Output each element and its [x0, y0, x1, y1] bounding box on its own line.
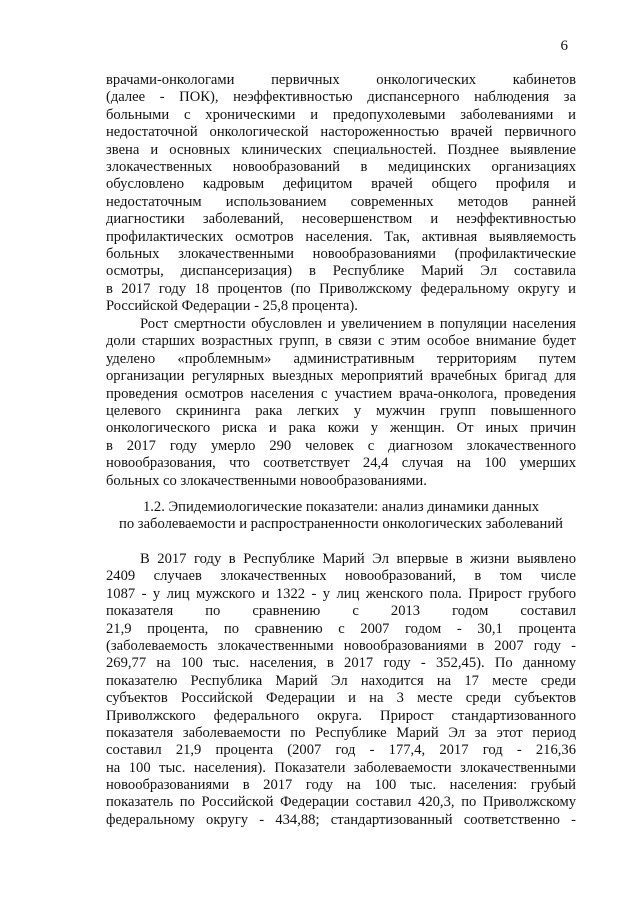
text-line: субъектов Российской Федерации и на 3 месте среди субъектов — [106, 690, 576, 707]
text-line: профилактических осмотров населения. Так, активная выявляемость — [106, 228, 576, 245]
text-line: злокачественных новообразований в медицинских организациях — [106, 158, 576, 175]
text-line: показателя заболеваемости по Республике Марий Эл за этот период — [106, 724, 576, 741]
text-line: диагностики заболеваний, несовершенством и неэффективностью — [106, 211, 576, 228]
heading-line: 1.2. Эпидемиологические показатели: анализ динамики данных — [142, 499, 539, 515]
text-line: осмотры, диспансеризация) в Республике Марий Эл составила — [106, 263, 576, 280]
text-line: 269,77 на 100 тыс. населения, в 2017 году - 352,45). По данному — [106, 655, 576, 672]
text-line: Российской Федерации - 25,8 процента). — [106, 298, 358, 315]
text-line: в 2017 году 18 процентов (по Приволжскому федеральному округу и — [106, 280, 576, 297]
text-line: обусловлено кадровым дефицитом врачей общего профиля и — [106, 176, 576, 193]
text-line: (заболеваемость злокачественными новообразованиями в 2007 году - — [106, 637, 576, 654]
text-line: больных со злокачественными новообразованиями. — [106, 472, 427, 489]
heading-line: по заболеваемости и распространенности онкологических заболеваний — [119, 516, 563, 533]
text-line: 21,9 процента, по сравнению с 2007 годом - 30,1 процента — [106, 620, 576, 637]
text-line: целевого скрининга рака легких у мужчин групп повышенного — [106, 402, 576, 419]
text-line: недостаточной онкологической настороженностью врачей первичного — [106, 124, 576, 141]
paragraph-3 — [106, 551, 576, 829]
text-line: В 2017 году в Республике Марий Эл впервые в жизни выявлено — [140, 551, 576, 567]
paragraph-1 — [106, 72, 576, 315]
text-line: проведения осмотров населения с участием врача-онколога, проведения — [106, 385, 576, 402]
text-line: в 2017 году умерло 290 человек с диагнозом злокачественного — [106, 437, 576, 454]
text-line: 2409 случаев злокачественных новообразований, в том числе — [106, 568, 576, 585]
text-line: Приволжского федерального округа. Прирост стандартизованного — [106, 707, 576, 724]
text-line: уделено «проблемным» административным территориям путем — [106, 350, 576, 367]
text-line: недостаточным использованием современных методов ранней — [106, 193, 576, 210]
text-line: 1087 - у лиц мужского и 1322 - у лиц женского пола. Прирост грубого — [106, 585, 576, 602]
text-line: звена и основных клинических специальностей. Позднее выявление — [106, 141, 576, 158]
text-line: доли старших возрастных групп, в связи с этим особое внимание будет — [106, 333, 576, 350]
text-line: составил 21,9 процента (2007 год - 177,4, 2017 год - 216,36 — [106, 742, 576, 759]
text-line: новообразования, что соответствует 24,4 случая на 100 умерших — [106, 455, 576, 472]
text-line: организации регулярных выездных мероприятий врачебных бригад для — [106, 368, 576, 385]
paragraph-2 — [106, 316, 576, 490]
text-line: больными с хроническими и предопухолевыми заболеваниями и — [106, 106, 576, 123]
text-line: Рост смертности обусловлен и увеличением в популяции населения — [140, 316, 576, 332]
text-line: показателя по сравнению с 2013 годом составил — [106, 603, 576, 620]
text-line: показателю Республика Марий Эл находится на 17 месте среди — [106, 672, 576, 689]
text-line: федеральному округу - 434,88; стандартизованный соответственно - — [106, 811, 576, 828]
text-line: больных злокачественными новообразованиями (профилактические — [106, 245, 576, 262]
text-line: врачами-онкологами первичных онкологических кабинетов — [106, 72, 576, 88]
text-line: новообразованиями в 2017 году на 100 тыс. населения: грубый — [106, 777, 576, 794]
text-line: показатель по Российской Федерации составил 420,3, по Приволжскому — [106, 794, 576, 811]
section-heading — [106, 499, 576, 534]
text-line: онкологического риска и рака кожи у женщин. От иных причин — [106, 420, 576, 437]
text-line: (далее - ПОК), неэффективностью диспансерного наблюдения за — [106, 89, 576, 106]
page-number: 6 — [560, 38, 568, 54]
text-line: на 100 тыс. населения). Показатели заболеваемости злокачественными — [106, 759, 576, 776]
